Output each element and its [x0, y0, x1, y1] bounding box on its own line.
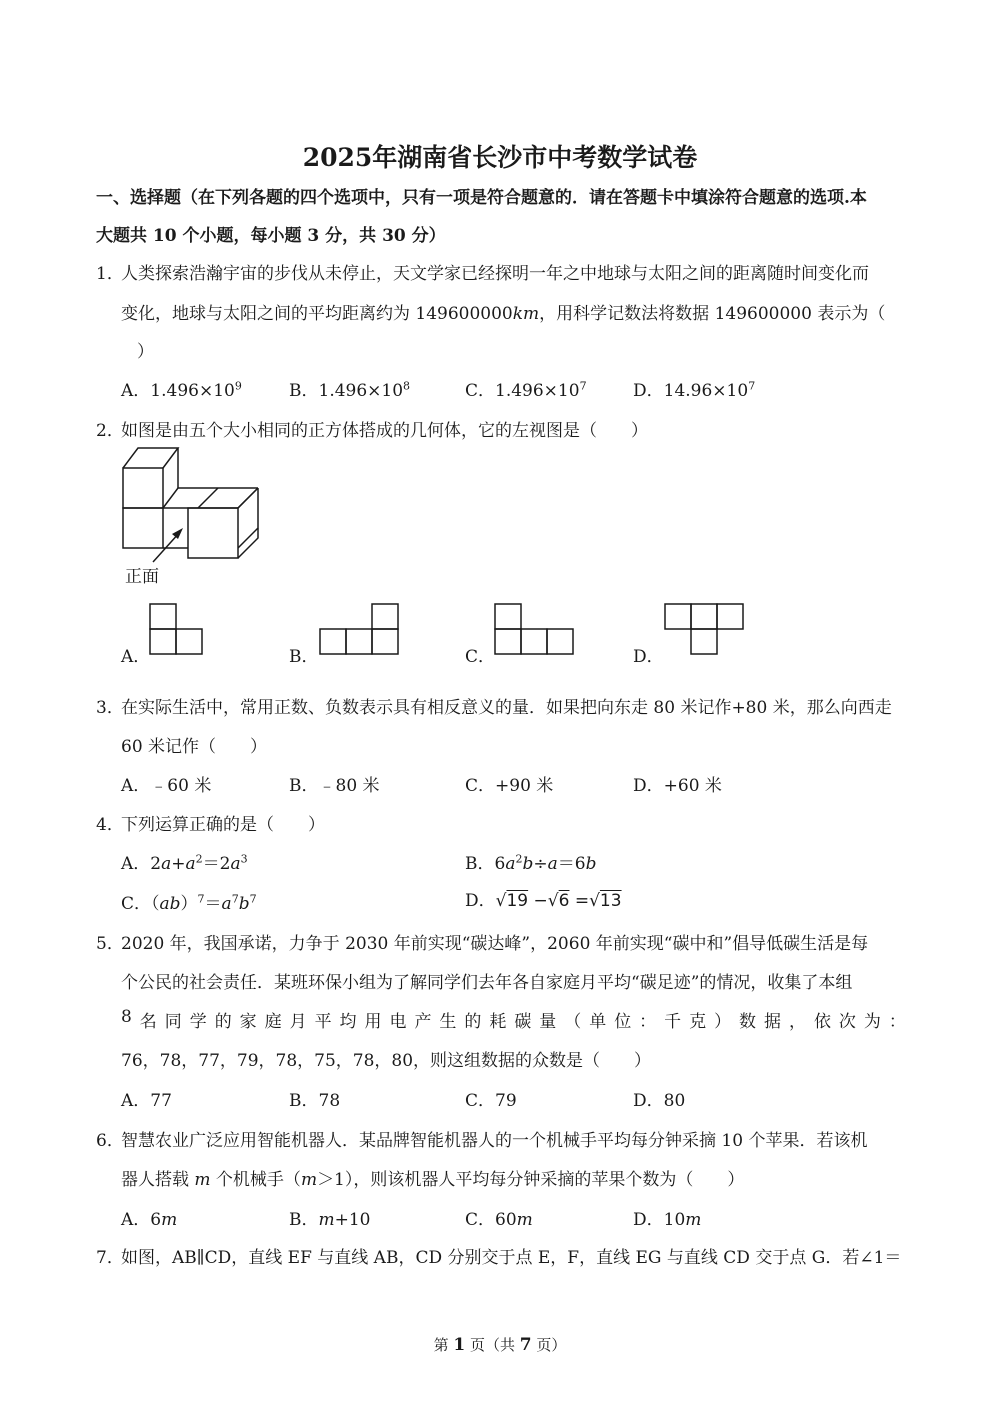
q5-line3-char: 家	[239, 1012, 257, 1032]
section-heading-line1: 一、选择题（在下列各题的四个选项中，只有一项是符合题意的．请在答题卡中填涂符合题意的选项.本	[96, 188, 867, 208]
q2-option-a-label[interactable]: A．	[121, 647, 151, 667]
q3-option-b[interactable]: B．﹣80 米	[289, 776, 380, 796]
q4-option-a[interactable]: A．$2a+a^2=2a^3$	[121, 852, 248, 874]
q5-line3-char: 产	[414, 1012, 432, 1032]
q7-text: 如图，AB∥CD，直线 EF 与直线 AB，CD 分别交于点 E，F，直线 EG 与直线 CD 交于点 G．若∠1＝	[121, 1248, 902, 1268]
q5-option-a[interactable]: A．77	[121, 1091, 172, 1111]
q5-line3-char: 位	[614, 1012, 632, 1032]
q5-line3-char: 庭	[264, 1012, 282, 1032]
q5-line3-char: ）	[714, 1012, 732, 1032]
q3-option-c[interactable]: C．+90 米	[465, 776, 554, 796]
q5-line3-char: 量	[539, 1012, 557, 1032]
q1-option-c[interactable]: C．$1.496\times 10^7$	[465, 379, 587, 401]
q5-line3-char: 的	[214, 1012, 232, 1032]
q5-line3-char: 千	[664, 1012, 682, 1032]
q5-line3-char: 次	[838, 1012, 856, 1032]
q6-number: 6．	[96, 1131, 124, 1151]
q4-number: 4．	[96, 815, 124, 835]
q6-line2: 器人搭载 m 个机械手（m＞1），则该机器人平均每分钟采摘的苹果个数为（ ）	[121, 1170, 745, 1190]
q5-line3-char: （	[564, 1012, 582, 1032]
q5-line3-char: ：	[639, 1012, 657, 1032]
q2-option-c-figure[interactable]	[493, 602, 575, 656]
q2-front-label: 正面	[125, 567, 159, 587]
q1-option-d[interactable]: D．$14.96\times 10^7$	[633, 379, 756, 401]
q5-line3-char: 平	[314, 1012, 332, 1032]
q5-line3-char: 为	[863, 1012, 881, 1032]
page-footer: 第 1 页（共 7 页）	[433, 1335, 567, 1355]
q5-line3-char: 学	[189, 1012, 207, 1032]
q4-option-c[interactable]: C．$(ab)^7=a^7b^7$	[121, 892, 257, 914]
q5-line3-char: 据	[764, 1012, 782, 1032]
q5-line3-char: 单	[589, 1012, 607, 1032]
q4-text: 下列运算正确的是（ ）	[121, 815, 325, 835]
q5-line3-char: 同	[164, 1012, 182, 1032]
q1-option-a[interactable]: A．$1.496\times 10^9$	[121, 379, 242, 401]
q1-option-b[interactable]: B．$1.496\times 10^8$	[289, 379, 411, 401]
q4-option-b[interactable]: B．$6a^2b\div a=6b$	[465, 852, 597, 874]
q3-line2: 60 米记作（ ）	[121, 737, 268, 757]
q1-line1: 人类探索浩瀚宇宙的步伐从未停止，天文学家已经探明一年之中地球与太阳之间的距离随时间变化而	[121, 264, 869, 284]
q5-line3-char: 名	[139, 1012, 157, 1032]
q5-line3-char: 8	[121, 1007, 132, 1027]
q5-line3-char: 碳	[514, 1012, 532, 1032]
q2-option-d-figure[interactable]	[663, 602, 745, 656]
q2-option-b-label[interactable]: B．	[289, 647, 319, 667]
q5-line3-char: 依	[813, 1012, 831, 1032]
q5-line3-char: 的	[464, 1012, 482, 1032]
section-heading-line2: 大题共 10 个小题，每小题 3 分，共 30 分）	[96, 226, 446, 246]
q5-line3-char: 用	[364, 1012, 382, 1032]
q5-line3-char: 生	[439, 1012, 457, 1032]
q3-option-d[interactable]: D．+60 米	[633, 776, 722, 796]
q2-text: 如图是由五个大小相同的正方体搭成的几何体，它的左视图是（ ）	[121, 421, 648, 441]
q7-number: 7．	[96, 1248, 124, 1268]
q5-number: 5．	[96, 934, 124, 954]
q5-line3-char: 均	[339, 1012, 357, 1032]
q2-option-c-label[interactable]: C．	[465, 647, 496, 667]
q3-line1: 在实际生活中，常用正数、负数表示具有相反意义的量．如果把向东走 80 米记作+80 米，那么向西走	[121, 698, 892, 718]
q5-line3-char: 克	[689, 1012, 707, 1032]
q6-option-d[interactable]: D．10m	[633, 1210, 702, 1230]
q1-line3: ）	[137, 342, 154, 362]
q3-option-a[interactable]: A．﹣60 米	[121, 776, 212, 796]
q5-line3	[121, 1007, 906, 1032]
q5-line2: 个公民的社会责任．某班环保小组为了解同学们去年各自家庭月平均“碳足迹”的情况，收集了本组	[121, 973, 853, 993]
q6-option-b[interactable]: B．m+10	[289, 1210, 371, 1230]
q6-option-c[interactable]: C．60m	[465, 1210, 533, 1230]
q5-line3-char: ：	[888, 1012, 906, 1032]
q2-option-d-label[interactable]: D．	[633, 647, 664, 667]
q5-line1: 2020 年，我国承诺，力争于 2030 年前实现“碳达峰”，2060 年前实现“碳中和”倡导低碳生活是每	[121, 934, 869, 954]
q5-line4: 76，78，77，79，78，75，78，80，则这组数据的众数是（ ）	[121, 1051, 652, 1071]
page-title: 2025年湖南省长沙市中考数学试卷	[302, 143, 698, 172]
q2-option-a-figure[interactable]	[148, 602, 204, 656]
q6-line1: 智慧农业广泛应用智能机器人．某品牌智能机器人的一个机械手平均每分钟采摘 10 个苹果．若该机	[121, 1131, 868, 1151]
q5-line3-char: 月	[289, 1012, 307, 1032]
q3-number: 3．	[96, 698, 124, 718]
q2-option-b-figure[interactable]	[318, 602, 400, 656]
q4-option-d[interactable]: D．√19 −√6 =√13	[465, 891, 622, 911]
q5-line3-char: 电	[389, 1012, 407, 1032]
q5-option-b[interactable]: B．78	[289, 1091, 341, 1111]
q2-number: 2．	[96, 421, 124, 441]
q1-number: 1．	[96, 264, 124, 284]
q5-option-d[interactable]: D．80	[633, 1091, 686, 1111]
q6-option-a[interactable]: A．6m	[121, 1210, 178, 1230]
q5-line3-char: 耗	[489, 1012, 507, 1032]
q5-line3-char: ，	[788, 1012, 806, 1032]
q5-line3-char: 数	[739, 1012, 757, 1032]
q1-line2: 变化，地球与太阳之间的平均距离约为 149600000km，用科学记数法将数据 149600000 表示为（	[121, 304, 886, 324]
q5-option-c[interactable]: C．79	[465, 1091, 517, 1111]
